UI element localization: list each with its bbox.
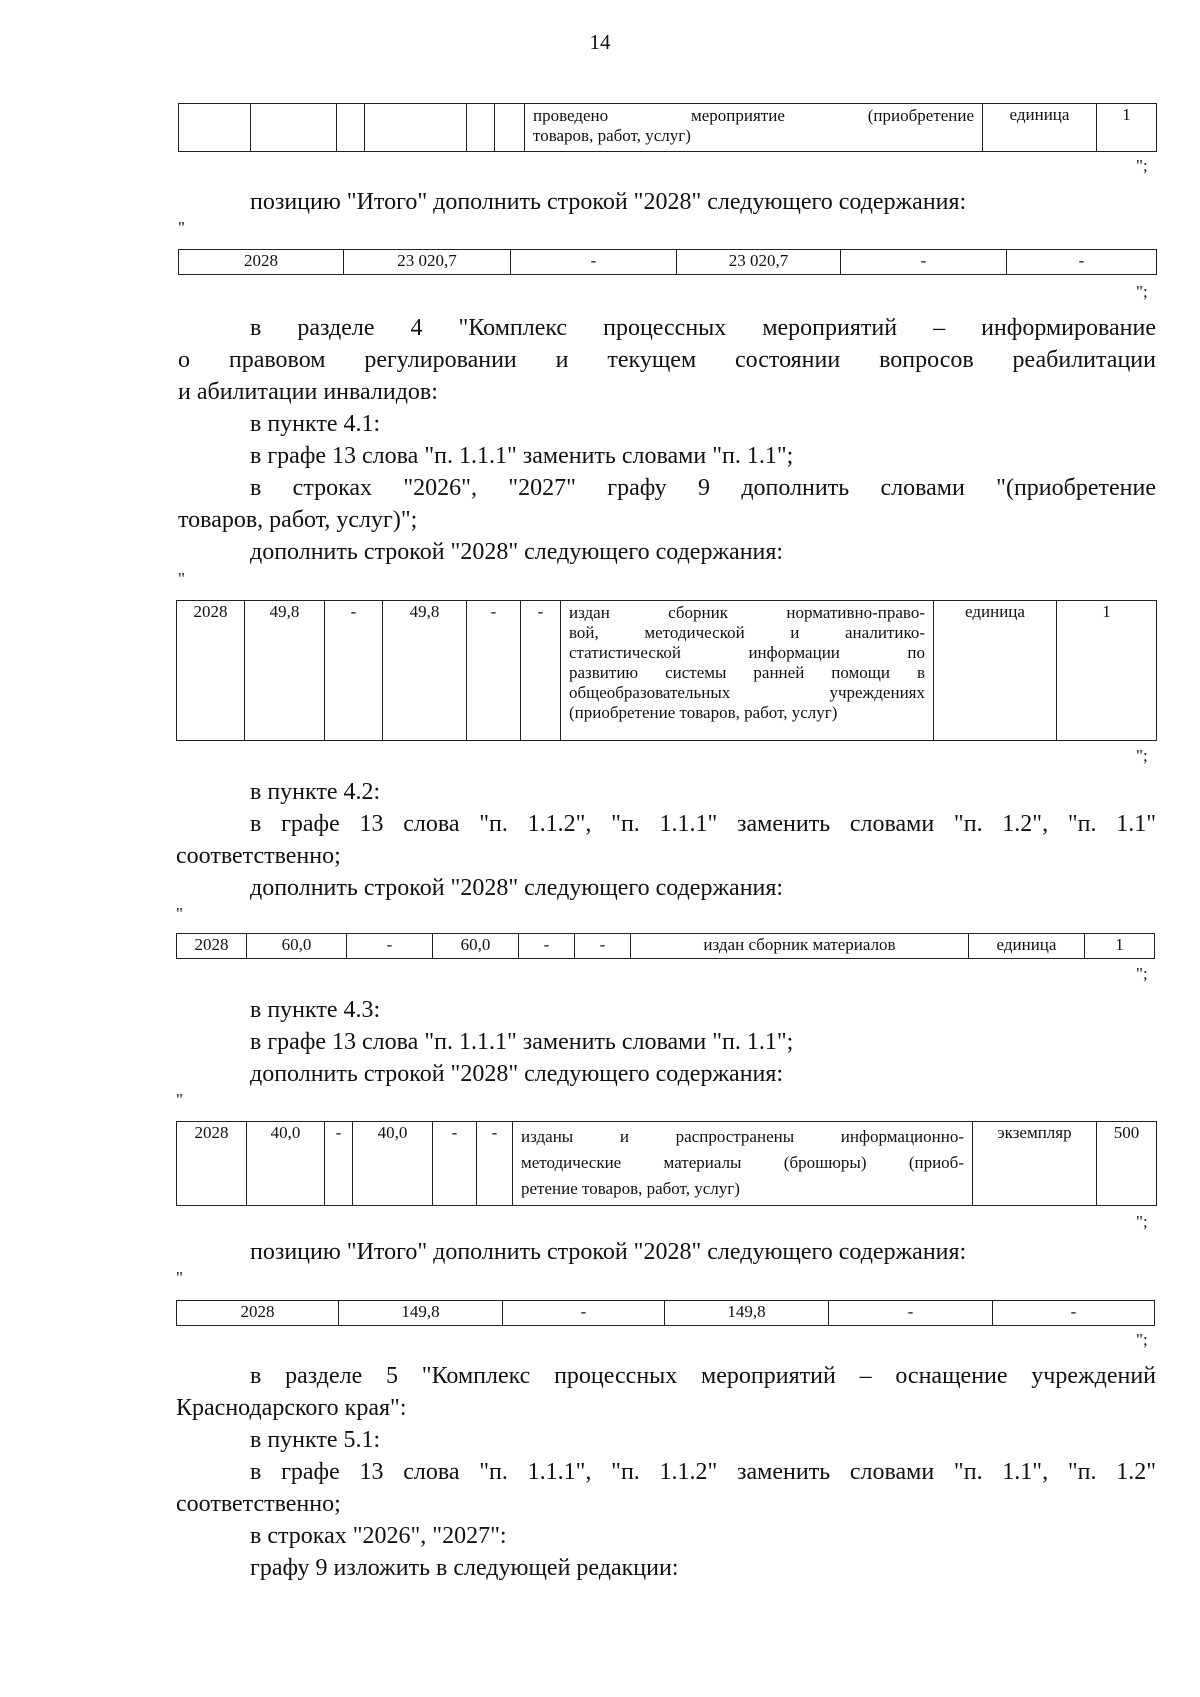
table-cell-year: 2028 (177, 601, 245, 741)
paragraph-4-2-column13-line1: в графе 13 слова "п. 1.1.2", "п. 1.1.1" заменить словами "п. 1.2", "п. 1.1" (250, 811, 1156, 837)
table-cell (467, 104, 495, 152)
table-cell (337, 104, 365, 152)
table-cell-year: 2028 (177, 1301, 339, 1326)
table-cell-value: 500 (1097, 1122, 1157, 1206)
paragraph-add-2028: дополнить строкой "2028" следующего содержания: (250, 539, 784, 565)
description-line: (приобретение товаров, работ, услуг) (569, 703, 838, 722)
table-cell: - (503, 1301, 665, 1326)
opening-quote: " (176, 904, 183, 923)
table-cell: - (477, 1122, 513, 1206)
table-cell-year: 2028 (177, 934, 247, 959)
description-line: вой, методической и аналитико- (569, 623, 925, 642)
table-cell-value: 1 (1097, 104, 1157, 152)
description-line: методические материалы (брошюры) (приоб- (521, 1153, 964, 1172)
table-cell-description (513, 1122, 973, 1206)
paragraph-rows-2026-2027: в строках "2026", "2027": (250, 1523, 507, 1549)
table-cell-unit: единица (934, 601, 1057, 741)
table-cell: 49,8 (245, 601, 325, 741)
paragraph-itogo-2: позицию "Итого" дополнить строкой "2028" следующего содержания: (250, 1239, 967, 1265)
paragraph-itogo-1: позицию "Итого" дополнить строкой "2028" следующего содержания: (250, 189, 967, 215)
table-cell-description (561, 601, 934, 741)
paragraph-5-1-column13-line1: в графе 13 слова "п. 1.1.1", "п. 1.1.2" заменить словами "п. 1.1", "п. 1.2" (250, 1459, 1156, 1485)
paragraph-4-2-column13-line2: соответственно; (176, 843, 341, 869)
paragraph-section4-line3: и абилитации инвалидов: (178, 379, 438, 405)
table-cell-description: издан сборник материалов (631, 934, 969, 959)
paragraph-4-1-column13: в графе 13 слова "п. 1.1.1" заменить словами "п. 1.1"; (250, 443, 794, 469)
table-cell-year: 2028 (177, 1122, 247, 1206)
page-number: 14 (589, 30, 611, 54)
opening-quote: " (176, 1268, 183, 1287)
paragraph-add-2028: дополнить строкой "2028" следующего содержания: (250, 1061, 784, 1087)
table-cell: - (511, 250, 677, 275)
table-cell: - (433, 1122, 477, 1206)
description-line: товаров, работ, услуг) (533, 126, 691, 145)
table-cell: - (829, 1301, 993, 1326)
paragraph-point-4-2: в пункте 4.2: (250, 779, 381, 805)
table-cell: 60,0 (247, 934, 347, 959)
table-cell-unit: единица (969, 934, 1085, 959)
table-cell (495, 104, 525, 152)
description-line: развитию системы ранней помощи в (569, 663, 925, 682)
table-cell: 149,8 (665, 1301, 829, 1326)
description-line: издан сборник нормативно-право- (569, 603, 925, 622)
table-point-4-1 (176, 600, 1157, 741)
closing-quote: "; (1136, 1212, 1148, 1231)
table-cell-description (525, 104, 983, 152)
paragraph-point-4-1: в пункте 4.1: (250, 411, 381, 437)
paragraph-point-4-3: в пункте 4.3: (250, 997, 381, 1023)
table-point-4-3 (176, 1121, 1157, 1206)
table-cell-year: 2028 (179, 250, 344, 275)
table-cell-value: 1 (1057, 601, 1157, 741)
paragraph-section4-line1: в разделе 4 "Комплекс процессных мероприятий – информирование (250, 315, 1156, 341)
closing-quote: "; (1136, 282, 1148, 301)
closing-quote: "; (1136, 156, 1148, 175)
description-line: статистической информации по (569, 643, 925, 662)
opening-quote: " (178, 218, 185, 237)
closing-quote: "; (1136, 964, 1148, 983)
table-itogo-2 (176, 1300, 1155, 1326)
table-cell: - (325, 1122, 353, 1206)
table-cell: 23 020,7 (677, 250, 841, 275)
paragraph-4-3-column13: в графе 13 слова "п. 1.1.1" заменить словами "п. 1.1"; (250, 1029, 794, 1055)
paragraph-point-5-1: в пункте 5.1: (250, 1427, 381, 1453)
paragraph-4-1-rows-line2: товаров, работ, услуг)"; (178, 507, 418, 533)
table-cell: 23 020,7 (344, 250, 511, 275)
paragraph-section4-line2: о правовом регулировании и текущем состоянии вопросов реабилитации (178, 347, 1156, 373)
table-cell: - (521, 601, 561, 741)
closing-quote: "; (1136, 1330, 1148, 1349)
description-line: изданы и распространены информационно- (521, 1127, 964, 1146)
table-cell: 40,0 (353, 1122, 433, 1206)
table-cell: - (993, 1301, 1155, 1326)
paragraph-section5-line2: Краснодарского края": (176, 1395, 407, 1421)
opening-quote: " (176, 1090, 183, 1109)
table-cell: - (347, 934, 433, 959)
paragraph-section5-line1: в разделе 5 "Комплекс процессных мероприятий – оснащение учреждений (250, 1363, 1156, 1389)
table-cell: - (575, 934, 631, 959)
description-line: общеобразовательных учреждениях (569, 683, 925, 702)
table-cell: 149,8 (339, 1301, 503, 1326)
paragraph-4-1-rows-line1: в строках "2026", "2027" графу 9 дополнить словами "(приобретение (250, 475, 1156, 501)
table-itogo-1 (178, 249, 1157, 275)
paragraph-add-2028: дополнить строкой "2028" следующего содержания: (250, 875, 784, 901)
table-cell: - (325, 601, 383, 741)
table-cell: - (467, 601, 521, 741)
table-cell-unit: единица (983, 104, 1097, 152)
paragraph-column9: графу 9 изложить в следующей редакции: (250, 1555, 679, 1581)
table-cell: 60,0 (433, 934, 519, 959)
closing-quote: "; (1136, 746, 1148, 765)
description-line: проведено мероприятие (приобретение (533, 106, 974, 125)
opening-quote: " (178, 569, 185, 588)
table-cell: - (1007, 250, 1157, 275)
description-line: ретение товаров, работ, услуг) (521, 1179, 740, 1198)
table-cell (179, 104, 251, 152)
table-cell: 49,8 (383, 601, 467, 741)
table-cell-value: 1 (1085, 934, 1155, 959)
table-point-4-2 (176, 933, 1155, 959)
table-continuation (178, 103, 1157, 152)
table-cell: - (841, 250, 1007, 275)
table-cell (365, 104, 467, 152)
table-cell: - (519, 934, 575, 959)
table-cell-unit: экземпляр (973, 1122, 1097, 1206)
paragraph-5-1-column13-line2: соответственно; (176, 1491, 341, 1517)
table-cell: 40,0 (247, 1122, 325, 1206)
table-cell (251, 104, 337, 152)
